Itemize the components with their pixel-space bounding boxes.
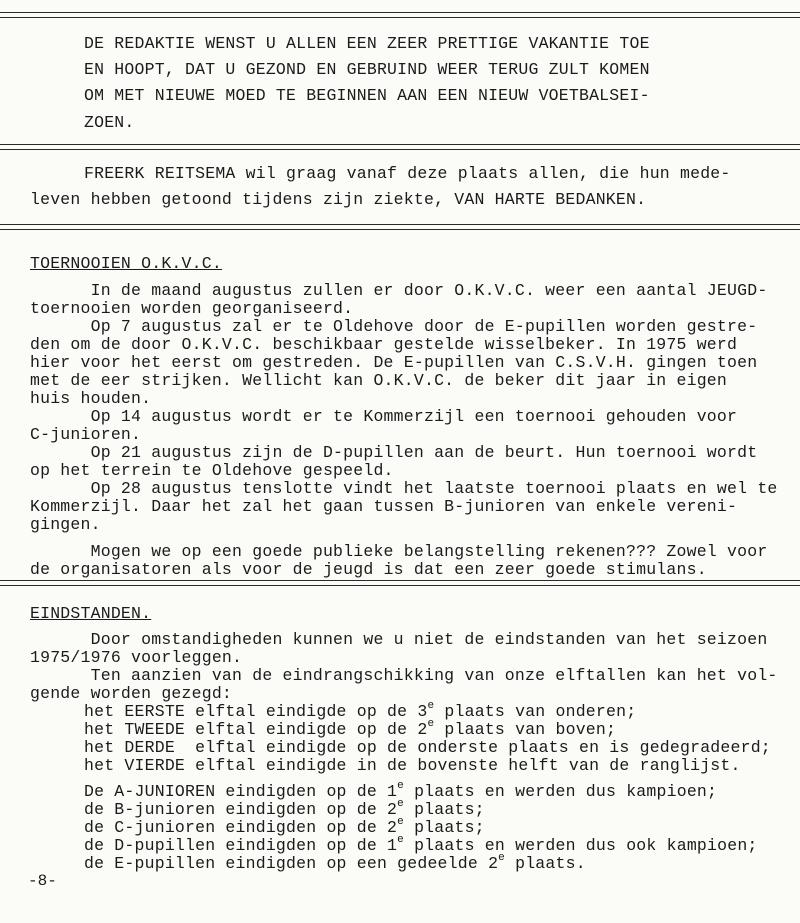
- divider: [0, 224, 800, 230]
- tournaments-line: gingen.: [30, 515, 101, 534]
- standings-intro-line: Door omstandigheden kunnen we u niet de eindstanden van het seizoen: [30, 630, 768, 649]
- tournaments-line: Op 21 augustus zijn de D-pupillen aan de beurt. Hun toernooi wordt: [30, 443, 758, 462]
- tournaments-line: met de eer strijken. Wellicht kan O.K.V.C. de beker dit jaar in eigen: [30, 371, 728, 390]
- divider: [0, 144, 800, 150]
- senior-standing-line: het VIERDE elftal eindigde in de bovenste helft van de ranglijst.: [84, 756, 741, 775]
- divider: [0, 580, 800, 586]
- announcement-line: DE REDAKTIE WENST U ALLEN EEN ZEER PRETTIGE VAKANTIE TOE: [84, 34, 650, 53]
- youth-standing-line: de C-junioren eindigden op de 2e plaats;: [84, 816, 485, 837]
- page-number: -8-: [28, 872, 57, 890]
- youth-standing-line: de E-pupillen eindigden op een gedeelde 2e plaats.: [84, 852, 586, 873]
- senior-standing-line: het EERSTE elftal eindigde op de 3e plaats van onderen;: [84, 700, 637, 721]
- tournaments-line: Op 14 augustus wordt er te Kommerzijl een toernooi gehouden voor: [30, 407, 738, 426]
- announcement-line: ZOEN.: [84, 113, 135, 132]
- tournaments-line: op het terrein te Oldehove gespeeld.: [30, 461, 394, 480]
- tournaments-line: In de maand augustus zullen er door O.K.V.C. weer een aantal JEUGD-: [30, 281, 768, 300]
- divider: [0, 12, 800, 18]
- section-heading-tournaments: TOERNOOIEN O.K.V.C.: [30, 254, 222, 273]
- tournaments-line: C-junioren.: [30, 425, 142, 444]
- youth-standing-line: De A-JUNIOREN eindigden op de 1e plaats en werden dus kampioen;: [84, 780, 718, 801]
- standings-intro-line: Ten aanzien van de eindrangschikking van onze elftallen kan het vol-: [30, 666, 778, 685]
- section-heading-standings: EINDSTANDEN.: [30, 604, 152, 623]
- tournaments-closing-line: Mogen we op een goede publieke belangstelling rekenen??? Zowel voor: [30, 542, 768, 561]
- senior-standing-line: het TWEEDE elftal eindigde op de 2e plaats van boven;: [84, 718, 617, 739]
- thanks-line: FREERK REITSEMA wil graag vanaf deze plaats allen, die hun mede-: [84, 164, 731, 183]
- tournaments-closing-line: de organisatoren als voor de jeugd is dat een zeer goede stimulans.: [30, 560, 707, 579]
- standings-intro-line: 1975/1976 voorleggen.: [30, 648, 243, 667]
- tournaments-line: den om de door O.K.V.C. beschikbaar gestelde wisselbeker. In 1975 werd: [30, 335, 738, 354]
- tournaments-line: huis houden.: [30, 389, 152, 408]
- senior-standing-line: het DERDE elftal eindigde op de onderste plaats en is gedegradeerd;: [84, 738, 771, 757]
- tournaments-line: Op 28 augustus tenslotte vindt het laatste toernooi plaats en wel te: [30, 479, 778, 498]
- thanks-line: leven hebben getoond tijdens zijn ziekte, VAN HARTE BEDANKEN.: [30, 190, 647, 209]
- tournaments-line: toernooien worden georganiseerd.: [30, 299, 354, 318]
- standings-intro-line: gende worden gezegd:: [30, 684, 233, 703]
- tournaments-line: hier voor het eerst om gestreden. De E-pupillen van C.S.V.H. gingen toen: [30, 353, 758, 372]
- youth-standing-line: de B-junioren eindigden op de 2e plaats;: [84, 798, 485, 819]
- announcement-line: OM MET NIEUWE MOED TE BEGINNEN AAN EEN NIEUW VOETBALSEI-: [84, 86, 650, 105]
- tournaments-line: Kommerzijl. Daar het zal het gaan tussen B-junioren van enkele vereni-: [30, 497, 738, 516]
- youth-standing-line: de D-pupillen eindigden op de 1e plaats en werden dus ook kampioen;: [84, 834, 758, 855]
- announcement-line: EN HOOPT, DAT U GEZOND EN GEBRUIND WEER TERUG ZULT KOMEN: [84, 60, 650, 79]
- tournaments-line: Op 7 augustus zal er te Oldehove door de E-pupillen worden gestre-: [30, 317, 758, 336]
